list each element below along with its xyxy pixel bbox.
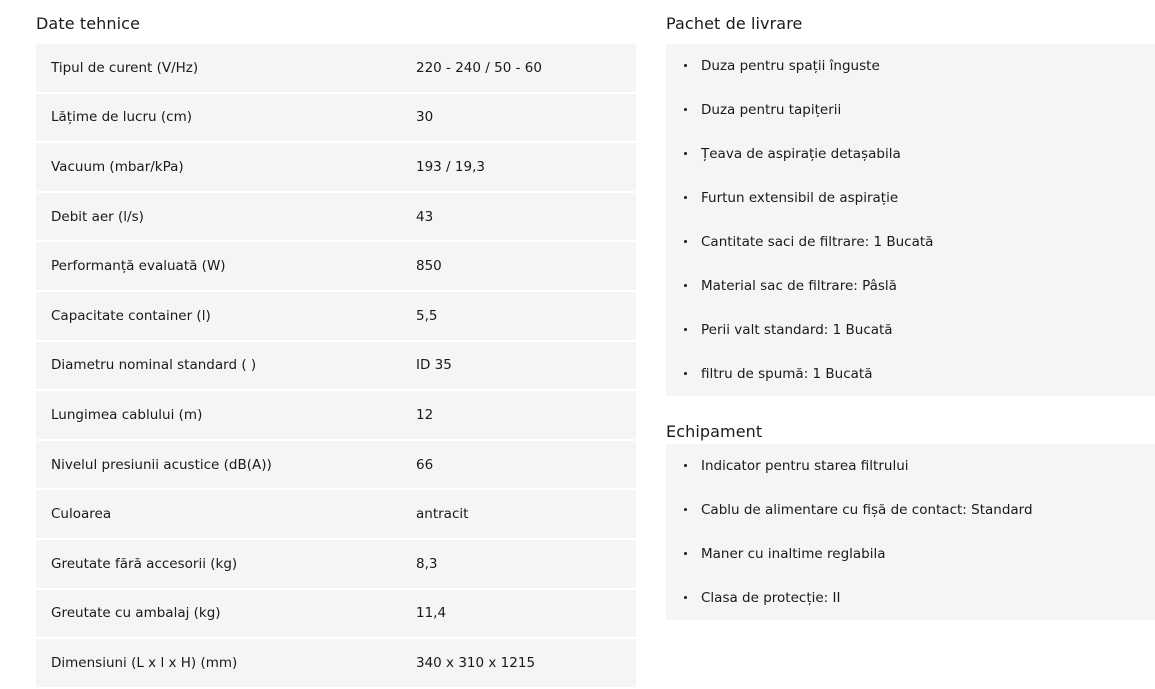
list-item <box>666 88 1155 132</box>
list-item <box>666 176 1155 220</box>
delivery-package-list <box>666 44 1155 396</box>
spec-label: Nivelul presiunii acustice (dB(A)) <box>36 440 416 490</box>
table-row <box>36 44 636 93</box>
bullet-icon <box>684 64 687 67</box>
bullet-icon <box>684 508 687 511</box>
list-item <box>666 532 1155 576</box>
list-item-label: Maner cu inaltime reglabila <box>701 546 886 562</box>
spec-value: 12 <box>416 390 636 440</box>
bullet-icon <box>684 552 687 555</box>
table-row <box>36 291 636 341</box>
spec-value: ID 35 <box>416 341 636 391</box>
spec-value: 340 x 310 x 1215 <box>416 638 636 688</box>
list-item <box>666 352 1155 396</box>
technical-data-title: Date tehnice <box>36 14 141 33</box>
table-row <box>36 539 636 589</box>
list-item <box>666 132 1155 176</box>
spec-value: 220 - 240 / 50 - 60 <box>416 44 636 93</box>
spec-value: 66 <box>416 440 636 490</box>
table-row <box>36 638 636 688</box>
spec-label: Vacuum (mbar/kPa) <box>36 142 416 192</box>
delivery-package-title: Pachet de livrare <box>666 14 803 33</box>
spec-label: Dimensiuni (L x l x H) (mm) <box>36 638 416 688</box>
equipment-list <box>666 444 1155 620</box>
list-item-label: Indicator pentru starea filtrului <box>701 458 909 474</box>
table-row <box>36 241 636 291</box>
spec-label: Tipul de curent (V/Hz) <box>36 44 416 93</box>
bullet-icon <box>684 372 687 375</box>
table-row <box>36 93 636 143</box>
technical-data-section <box>36 0 636 689</box>
spec-label: Performanță evaluată (W) <box>36 241 416 291</box>
spec-value: 5,5 <box>416 291 636 341</box>
bullet-icon <box>684 240 687 243</box>
bullet-icon <box>684 328 687 331</box>
spec-value: 43 <box>416 192 636 242</box>
spec-value: 193 / 19,3 <box>416 142 636 192</box>
table-row <box>36 192 636 242</box>
spec-value: 11,4 <box>416 589 636 639</box>
list-item <box>666 444 1155 488</box>
spec-value: 30 <box>416 93 636 143</box>
bullet-icon <box>684 284 687 287</box>
spec-value: antracit <box>416 489 636 539</box>
list-item <box>666 488 1155 532</box>
table-row <box>36 489 636 539</box>
right-column <box>666 0 1155 620</box>
list-item-label: Duza pentru tapițerii <box>701 102 842 118</box>
list-item <box>666 308 1155 352</box>
list-item <box>666 220 1155 264</box>
spec-label: Culoarea <box>36 489 416 539</box>
spec-label: Lungimea cablului (m) <box>36 390 416 440</box>
bullet-icon <box>684 596 687 599</box>
list-item <box>666 576 1155 620</box>
table-row <box>36 142 636 192</box>
spec-label: Diametru nominal standard ( ) <box>36 341 416 391</box>
spec-label: Greutate cu ambalaj (kg) <box>36 589 416 639</box>
list-item-label: Material sac de filtrare: Pâslă <box>701 278 897 294</box>
table-row <box>36 589 636 639</box>
bullet-icon <box>684 196 687 199</box>
spec-label: Greutate fără accesorii (kg) <box>36 539 416 589</box>
list-item <box>666 44 1155 88</box>
equipment-title: Echipament <box>666 422 763 441</box>
list-item-label: Cablu de alimentare cu fișă de contact: Standard <box>701 502 1033 518</box>
spec-value: 8,3 <box>416 539 636 589</box>
list-item-label: Cantitate saci de filtrare: 1 Bucată <box>701 234 934 250</box>
bullet-icon <box>684 464 687 467</box>
list-item-label: Perii valt standard: 1 Bucată <box>701 322 893 338</box>
list-item <box>666 264 1155 308</box>
spec-label: Capacitate container (l) <box>36 291 416 341</box>
table-row <box>36 390 636 440</box>
list-item-label: Duza pentru spații înguste <box>701 58 880 74</box>
table-row <box>36 341 636 391</box>
list-item-label: Clasa de protecție: II <box>701 590 841 606</box>
list-item-label: Țeava de aspirație detașabila <box>701 146 901 162</box>
spec-label: Lățime de lucru (cm) <box>36 93 416 143</box>
technical-data-table <box>36 44 636 689</box>
table-row <box>36 440 636 490</box>
spec-value: 850 <box>416 241 636 291</box>
spec-label: Debit aer (l/s) <box>36 192 416 242</box>
bullet-icon <box>684 108 687 111</box>
list-item-label: Furtun extensibil de aspirație <box>701 190 899 206</box>
bullet-icon <box>684 152 687 155</box>
list-item-label: filtru de spumă: 1 Bucată <box>701 366 873 382</box>
